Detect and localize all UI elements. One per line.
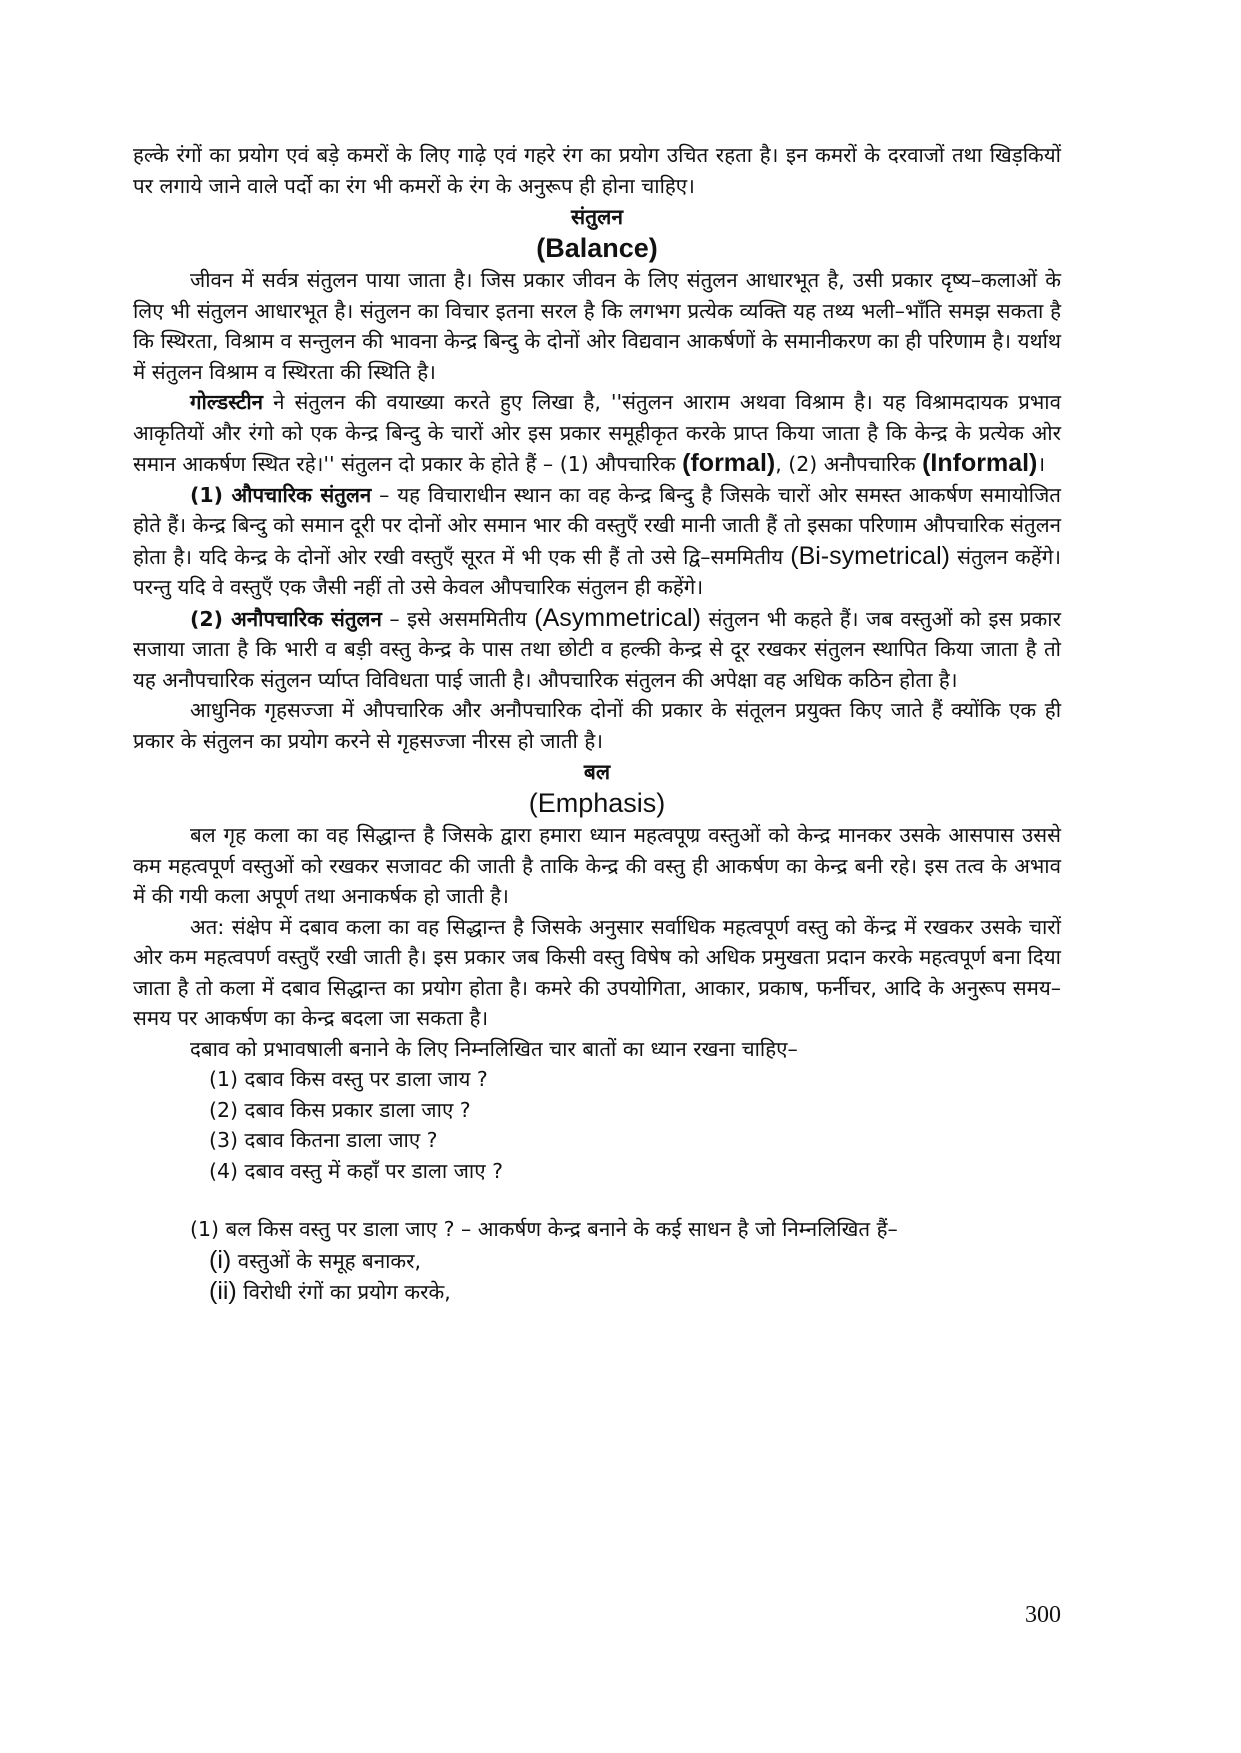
intro-paragraph: हल्के रंगों का प्रयोग एवं बड़े कमरों के लिए गाढ़े एवं गहरे रंग का प्रयोग उचित रहता है। इन कमरों के दरवाजों तथा खिड़कियों पर लगाये जाने वाले पर्दो का रंग भी कमरों के रंग के अनुरूप ही होना चाहिए।: [133, 143, 1061, 198]
emphasis-paragraph-1: बल गृह कला का वह सिद्धान्त है जिसके द्वारा हमारा ध्यान महत्वपूण्र वस्तुओं को केन्द्र मानकर उसके आसपास उससे कम महत्वपूर्ण वस्तुओं को रखकर सजावट की जाती है ताकि केन्द्र की वस्तु ही आकर्षण का केन्द्र बनी रहे। इस तत्व के अभाव में की गयी कला अपूर्ण तथा अनाकर्षक हो जाती है।: [133, 823, 1061, 908]
emphasis-heading-english: (Emphasis): [528, 788, 666, 818]
formal-text-1: – यह विचाराधीन स्थान का वह केन्द्र बिन्दु है जिसके चारों ओर समस्त आकर्षण समायोजित होते हैं। केन्द्र बिन्दु को समान दूरी पर दोनों ओर समान भार की वस्तुएँ रखी मानी जाती हैं तो इसका परिणाम औपचारिक संतुलन होता है। यदि केन्द्र के दोनों ओर रखी वस्तुएँ सूरत में भी एक सी हैं तो उसे द्वि–सममितीय: [133, 482, 1061, 569]
emphasis-paragraph-3: दबाव को प्रभावषाली बनाने के लिए निम्नलिखित चार बातों का ध्यान रखना चाहिए–: [190, 1036, 798, 1061]
emphasis-paragraph-2: अत: संक्षेप में दबाव कला का वह सिद्धान्त है जिसके अनुसार सर्वाधिक महत्वपूर्ण वस्तु को केंन्द्र में रखकर उसके चारों ओर कम महत्वपर्ण वस्तुएँ रखी जाती है। इस प्रकार जब किसी वस्तु विषेष को अधिक प्रमुखता प्रदान करके महत्वपूर्ण बना दिया जाता है तो कला में दबाव सिद्धान्त का प्रयोग होता है। कमरे की उपयोगिता, आकार, प्रकाष, फर्नीचर, आदि के अनुरूप समय–समय पर आकर्षण का केन्द्र बदला जा सकता है।: [133, 914, 1061, 1030]
bi-symetrical-term: (Bi-symetrical): [790, 541, 950, 570]
list-item: (3) दबाव कितना डाला जाए ?: [209, 1128, 438, 1152]
list-item-number: (i): [209, 1245, 232, 1274]
list-item-text: वस्तुओं के समूह बनाकर,: [231, 1248, 422, 1273]
emphasis-question-1-paragraph: (1) बल किस वस्तु पर डाला जाए ? – आकर्षण केन्द्र बनाने के कई साधन है जो निम्नलिखित हैं–: [190, 1217, 898, 1241]
asymmetrical-term: (Asymmetrical): [534, 603, 701, 632]
list-item: [133, 1245, 1061, 1277]
balance-paragraph-2-text: ने संतुलन की वयाख्या करते हुए लिखा है, ''संतुलन आराम अथवा विश्राम है। यह विश्रामदायक प्रभाव आकृतियों और रंगो को एक केन्द्र बिन्दु के चारों ओर इस प्रकार समूहीकृत करके प्राप्त किया जाता है कि केन्द्र के प्रत्येक ओर समान आकर्षण स्थित रहे।'' संतुलन दो प्रकार के होते हैं – (1) औपचारिक: [133, 390, 1061, 476]
page-number: 300: [1025, 1602, 1061, 1628]
informal-text-2: संतुलन भी कहते हैं। जब वस्तुओं को इस प्रकार सजाया जाता है कि भारी व बड़ी वस्तु केन्द्र के पास तथा छोटी व हल्की केन्द्र से दूर रखकर संतुलन स्थापित किया जाता है तो यह अनौपचारिक संतुलन र्प्याप्त विविधता पाई जाती है। औपचारिक संतुलन की अपेक्षा वह अधिक कठिन होता है।: [133, 606, 1061, 692]
balance-paragraph-2: [133, 387, 1061, 480]
balance-paragraph-last: आधुनिक गृहसज्जा में औपचारिक और अनौपचारिक दोनों की प्रकार के संतूलन प्रयुक्त किए जाते हैं क्योंकि एक ही प्रकार के संतुलन का प्रयोग करने से गृहसज्जा नीरस हो जाती है।: [133, 698, 1061, 753]
balance-heading-hindi: संतुलन: [570, 205, 624, 229]
balance-heading-english: (Balance): [536, 233, 658, 263]
list-item: [133, 1276, 1061, 1308]
formal-balance-paragraph: [133, 480, 1061, 603]
list-item: (1) दबाव किस वस्तु पर डाला जाय ?: [209, 1067, 488, 1091]
emphasis-heading-hindi: बल: [583, 760, 611, 784]
formal-term: (formal): [682, 449, 776, 477]
balance-paragraph-2-end: ।: [1037, 452, 1046, 476]
formal-balance-heading: (1) औपचारिक संतुलन: [190, 482, 372, 507]
list-item-text: विरोधी रंगों का प्रयोग करके,: [236, 1280, 451, 1304]
formal-text-2: संतुलन कहेंगे। परन्तु यदि वे वस्तुएँ एक जैसी नहीं तो उसे केवल औपचारिक संतुलन ही कहेंगे।: [133, 544, 1062, 599]
list-item: (4) दबाव वस्तु में कहाँ पर डाला जाए ?: [209, 1158, 503, 1183]
list-item-number: (ii): [209, 1277, 237, 1305]
balance-paragraph-1: जीवन में सर्वत्र संतुलन पाया जाता है। जिस प्रकार जीवन के लिए संतुलन आधारभूत है, उसी प्रकार दृष्य–कलाओं के लिए भी संतुलन आधारभूत है। संतुलन का विचार इतना सरल है कि लगभग प्रत्येक व्यक्ति यह तथ्य भली–भाँति समझ सकता है कि स्थिरता, विश्राम व सन्तुलन की भावना केन्द्र बिन्दु के दोनों ओर विद्यवान आकर्षणों के समानीकरण का ही परिणाम है। यर्थाथ में संतुलन विश्राम व स्थिरता की स्थिति है।: [133, 268, 1061, 384]
balance-paragraph-2-mid: , (2) अनौपचारिक: [775, 452, 923, 476]
informal-term: (Informal): [922, 449, 1038, 477]
document-page: [133, 140, 1061, 1308]
goldstein-name: गोल्डस्टीन: [190, 390, 264, 414]
informal-balance-paragraph: [133, 603, 1061, 696]
informal-text-1: – इसे असममितीय: [381, 606, 535, 631]
informal-balance-heading: (2) अनौपचारिक संतुलन: [190, 606, 382, 631]
list-item: (2) दबाव किस प्रकार डाला जाए ?: [209, 1097, 471, 1122]
spacer: [133, 1186, 1061, 1214]
